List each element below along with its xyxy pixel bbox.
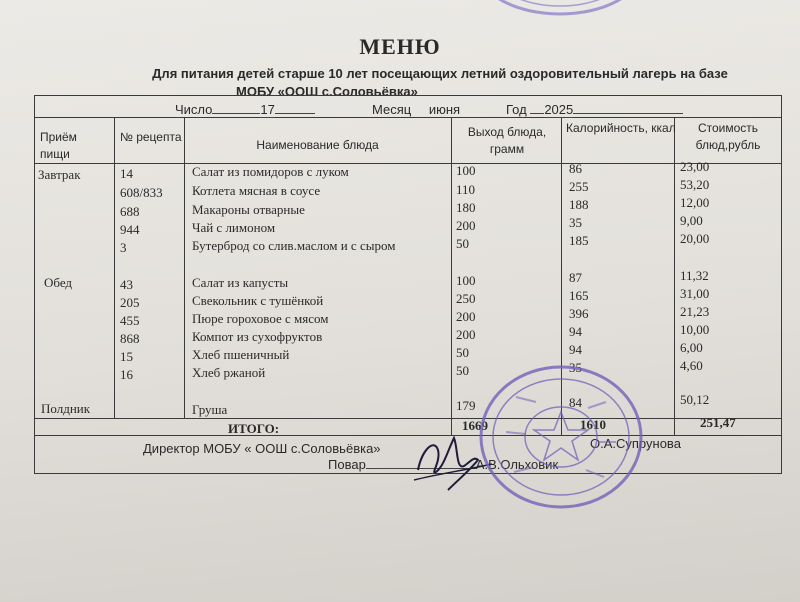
total-label: ИТОГО: — [228, 421, 280, 436]
date-line — [175, 103, 315, 117]
meal-lunch: Обед — [44, 275, 73, 290]
director-label: Директор МОБУ « ООШ с.Соловьёвка» — [143, 441, 381, 456]
director-name: О.А.Супрунова — [590, 436, 681, 451]
year-value: 2025 — [544, 102, 574, 117]
cook-name: А.В.Ольховик — [475, 457, 559, 472]
month-value: июня — [428, 102, 461, 117]
document-title: МЕНЮ — [359, 34, 441, 59]
meal-breakfast: Завтрак — [38, 167, 81, 182]
top-stamp-fragment — [470, 0, 650, 20]
header-meal: Приём пищи — [40, 130, 77, 161]
header-calories: Калорийность, ккал — [566, 121, 676, 135]
header-weight: Выход блюда, грамм — [467, 125, 547, 156]
day-value: 17 — [260, 102, 275, 117]
day-label: Число — [175, 102, 213, 117]
total-weight: 1669 — [462, 418, 488, 433]
school-name: МОБУ «ООШ с.Соловьёвка» — [236, 84, 418, 99]
header-recipe: № рецепта — [120, 130, 182, 144]
menu-document: МЕНЮ Для питания детей старше 10 лет посещающих летний оздоровительный лагерь на базе МОБУ «ООШ с.Соловьёвка» Число 17 Месяц июня Год 2025 Приём пищи № рецепта Наименование блюда Выход блюда, грамм Калорийность, ккал Стоимость блюд,рубль Завтрак Обед Полдник 14 Салат из помидоров с луком 100 86 23,00 608/833 Котлета мясная в соусе 110 255 53,20 688 Макароны отварные 180 188 12,00 944 Чай с лимоном 200 35 9,00 3 Бутерброд со слив.маслом и с сыром 50 185 20,00 43 Салат из капусты 100 87 11,32 205 Свекольник с тушёнкой 250 165 31,00 455 Пюре гороховое с мясом 200 396 21,23 868 Компот из сухофруктов 200 94 10,00 15 Хлеб пшеничный 50 94 6,00 16 Хлеб ржаной 50 35 4,60 Груша 179 84 50,12 ИТОГО: 1669 1610 251,47 Директор МОБУ « ООШ с.Соловьёвка» О.А.Супрунова Повар А.В.Ольховик — [0, 0, 800, 602]
document-subtitle: Для питания детей старше 10 лет посещающих летний оздоровительный лагерь на базе — [152, 66, 728, 81]
month-label: Месяц — [372, 102, 412, 117]
round-stamp — [476, 362, 646, 512]
year-label: Год — [506, 102, 527, 117]
total-cost: 251,47 — [700, 415, 736, 430]
header-dish: Наименование блюда — [256, 138, 379, 152]
total-kcal: 1610 — [580, 417, 606, 432]
header-cost: Стоимость блюд,рубль — [695, 121, 761, 152]
cook-label: Повар А.В.Ольховик — [328, 457, 559, 472]
meal-snack: Полдник — [41, 401, 91, 416]
